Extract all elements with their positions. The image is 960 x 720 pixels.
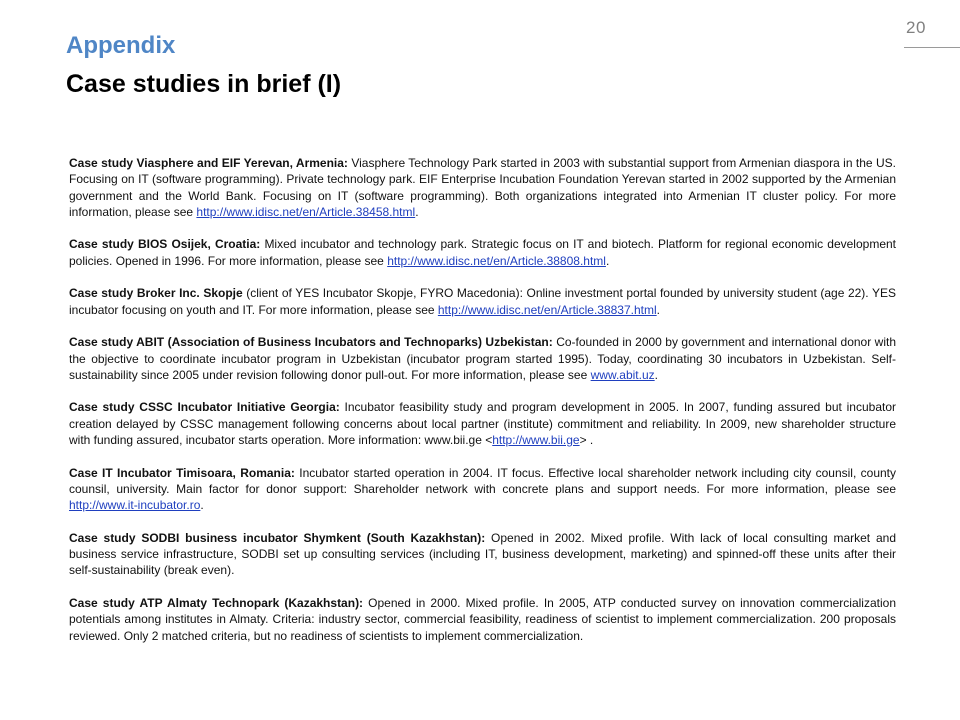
case-heading: Case study CSSC Incubator Initiative Georgia: <box>69 400 340 415</box>
case-text: (client of YES Incubator Skopje, FYRO Macedonia): Online investment portal founded by university student (age 22). YES incubator focusing on youth and IT. For more information, please see <box>69 286 896 317</box>
case-text: Opened in 2002. Mixed profile. With lack of local consulting market and business service infrastructure, SODBI set up consulting services (including IT, business development, marketing) and spinned-off these units after their self-sustainability (break even). <box>69 530 896 578</box>
case-link[interactable]: http://www.idisc.net/en/Article.38837.html <box>437 302 657 317</box>
case-suffix: . <box>656 302 660 317</box>
case-suffix: > . <box>579 433 594 448</box>
case-suffix: . <box>605 253 610 268</box>
case-suffix: . <box>415 204 419 219</box>
case-suffix: . <box>200 498 204 513</box>
case-link[interactable]: http://www.idisc.net/en/Article.38458.html <box>196 204 416 219</box>
case-heading: Case IT Incubator Timisoara, Romania: <box>69 465 295 480</box>
case-heading: Case study SODBI business incubator Shymkent (South Kazakhstan): <box>69 530 486 545</box>
case-heading: Case study ABIT (Association of Business Incubators and Technoparks) Uzbekistan: <box>69 335 553 350</box>
case-text: Mixed incubator and technology park. Strategic focus on IT and biotech. Platform for regional economic development policies. Opened in 1996. For more information, please see <box>69 237 897 268</box>
case-text: Incubator feasibility study and program development in 2005. In 2007, funding assured but incubator creation delayed by CSSC management following concerns about local partner (institute) commitment and reliability. In 2009, new shareholder structure with funding assured, incubator starts operation. More information: www.bii.ge < <box>69 400 896 448</box>
case-link[interactable]: http://www.bii.ge <box>492 433 580 448</box>
case-link[interactable]: www.abit.uz <box>590 367 655 382</box>
case-text: Viasphere Technology Park started in 2003 with substantial support from Armenian diaspora in the US. Focusing on IT (software programming). Private technology park. EIF Enterprise Incubation Foundation Yerevan started in 2002 supported by the Armenian government and the World Bank. Focusing on IT (software programming). Both organizations integrated into Armenian IT cluster policy. For more information, please see <box>69 156 896 219</box>
case-study-timisoara <box>69 465 896 514</box>
slide-title: Case studies in brief (I) <box>66 70 342 98</box>
case-study-cssc-georgia <box>69 399 896 448</box>
case-study-viasphere <box>69 155 896 220</box>
page-number: 20 <box>906 18 926 37</box>
case-link[interactable]: http://www.it-incubator.ro <box>69 498 201 513</box>
case-study-broker-skopje <box>69 285 896 318</box>
case-suffix: . <box>654 367 658 382</box>
case-text: Co-founded in 2000 by government and international donor with the objective to coordinate incubator program in Uzbekistan (incubator program started 1995). Today, coordinating 30 incubators in Uzbekistan. Self-sustainability since 2005 under revision following donor pull-out. For more information, please see <box>69 335 896 382</box>
section-title: Appendix <box>66 32 176 59</box>
case-study-bios-osijek <box>69 236 896 269</box>
case-text: Incubator started operation in 2004. IT focus. Effective local shareholder network including city counsil, county counsil, university. Main factor for donor support: Shareholder network with concrete plans and support needs. For more information, please see <box>69 465 897 496</box>
case-link[interactable]: http://www.idisc.net/en/Article.38808.html <box>387 253 606 268</box>
header-divider <box>904 47 960 48</box>
case-study-atp-almaty <box>69 595 896 644</box>
case-heading: Case study ATP Almaty Technopark (Kazakhstan): <box>69 596 364 611</box>
case-study-abit-uzbekistan <box>69 334 896 383</box>
case-heading: Case study Broker Inc. Skopje <box>69 286 243 301</box>
case-text: Opened in 2000. Mixed profile. In 2005, ATP conducted survey on innovation commercialization potentials among institutes in Almaty. Criteria: industry sector, commercial feasibility, readiness of scientist to implement commercialization. 200 proposals reviewed. Only 2 matched criteria, but no readiness of scientists to implement commercialization. <box>69 596 896 643</box>
case-study-list <box>69 155 896 660</box>
case-study-sodbi-shymkent <box>69 530 896 579</box>
case-heading: Case study Viasphere and EIF Yerevan, Armenia: <box>69 156 348 170</box>
case-heading: Case study BIOS Osijek, Croatia: <box>69 237 261 252</box>
